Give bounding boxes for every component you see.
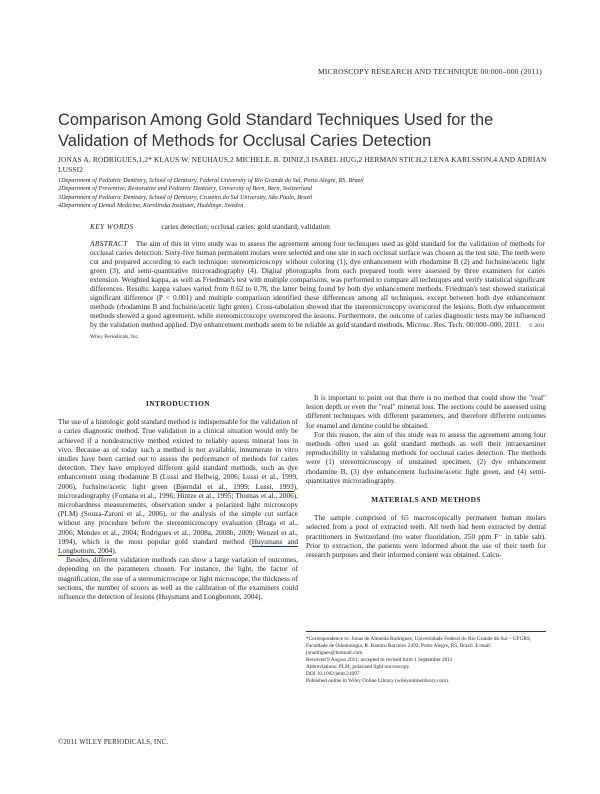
intro-paragraph-2: Besides, different validation methods can show a large variation of outcomes, depending on the parameters chosen. For instance, the light, the factor of magnification, the use of a stereomicroscope or light microscope, the thickness of sections, the number of scores as well as the calibration of the examiners could influence the detection of lesions (Huysmans and Longbottom, 2004). bbox=[58, 555, 298, 602]
keywords-block bbox=[90, 222, 550, 231]
abstract-copyright: © 2011 Wiley Periodicals, Inc. bbox=[90, 323, 545, 341]
affiliations bbox=[58, 177, 558, 210]
keywords-text: caries detection; occlusal caries; gold standard; validation bbox=[161, 222, 330, 231]
right-paragraph-1: It is important to point out that there is no method that could show the "real" lesion depth or even the "real" mineral loss. The sections could be assessed using different techniques with different parameters, and therefore different outcomes for enamel and dentine could be obtained. bbox=[306, 393, 546, 430]
keywords-label: KEY WORDS bbox=[90, 222, 134, 231]
methods-paragraph-1: The sample comprised of 65 macroscopically permanent human molars selected from a pool of extracted teeth. All teeth had been extracted by dental practitioners in Switzerland (no water fluoridation, 250 ppm F⁻ in table salt). Prior to extraction, the patients were informed about the use of their teeth for research purposes and their informed consent was obtained. Calcu- bbox=[306, 513, 546, 560]
citation-link-bjorndal[interactable]: Bjørndal et al., 1999; Lussi, 1993 bbox=[175, 481, 294, 491]
abstract-text: The aim of this in vitro study was to assess the agreement among four techniques used as gold standard for the validation of methods for occlusal caries detection. Sixty-five human permanent molars were selected and one site in each occlusal surface was chosen as the test site. The teeth were cut and prepared according to each technique: stereomicroscopy without coloring (1), dye enhancement with rhodamine B (2) and fuchsine/acetic light green (3), and semi-quantitative microradiography (4). Digital photographs from each prepared tooth were assessed by three examiners for caries extension. Weighted kappa, as well as Friedman's test with multiple comparisons, was performed to compare all techniques and verify statistical significant differences. Results: kappa values varied from 0.62 to 0.78, the latter being found by both dye enhancement methods. Friedman's test showed statistical significant difference (P < 0.001) and multiple comparison identified these differences among all techniques, except between both dye enhancement methods (rhodamine B and fuchsine/acetic light green). Cross-tabulation showed that the stereomicroscopy overscored the lesions. Both dye enhancement methods showed a good agreement, while stereomicroscopy overscored the lesions. Furthermore, the outcome of caries diagnostic tests may be influenced by the validation method applied. Dye enhancement methods seem to be reliable as gold standard methods. Microsc. Res. Tech. 00:000–000, 2011. bbox=[90, 239, 545, 330]
footnote-received: Received 9 August 2011; accepted in revised form 1 September 2011 bbox=[306, 657, 453, 663]
abstract-block bbox=[90, 239, 545, 343]
footnote-doi: DOI 10.1002/jemt.21097 bbox=[306, 671, 360, 677]
affiliation-1: 1Department of Pediatric Dentistry, School of Dentistry, Federal University of Rio Grande do Sul, Porto Alegre, RS, Brazil bbox=[58, 177, 364, 184]
abstract-label: ABSTRACT bbox=[90, 239, 128, 248]
affiliation-3: 3Department of Pediatric Dentistry, School of Dentistry, Cruzeiro do Sul University, São Paulo, Brazil bbox=[58, 193, 313, 201]
footnote-correspondence: *Correspondence to: Jonas de Almeida Rodrigues; Universidade Federal do Rio Grande do Sul – UFGRS, Faculdade de Odontologia, R. Ramiro Barcelos 2492, Porto Alegre, RS, Brazil. E-mail: jonadrigues@hotmail.com bbox=[306, 636, 532, 656]
footnote-abbreviations: Abbreviations: PLM, polarized light microscopy. bbox=[306, 664, 411, 670]
right-column bbox=[306, 393, 546, 559]
affiliation-2: 2Department of Preventive, Restorative and Pediatric Dentistry, University of Bern, Bern, Switzerland bbox=[58, 185, 312, 193]
footnote-published: Published online in Wiley Online Library (wileyonlinelibrary.com). bbox=[306, 678, 450, 684]
affiliation-4: 4Department of Dental Medicine, Karolinska Institutet, Huddinge, Sweden bbox=[58, 201, 244, 209]
footnotes bbox=[306, 631, 546, 685]
intro-text-a: The use of a histologic gold standard method is indispensable for the validation of a caries diagnostic method. True validation in a clinical situation would only be achieved if a nondestructive method existed to reliably assess mineral loss in vivo. Because as of today such a method is not available, innumerate in vitro studies have been carried out to assess the performance of methods for caries detection. They have employed different gold standard methods, such as dye enhancement using rhodamine B (Lussi and Hellwig, 2006; Lussi et al., 1999, 2006), fuchsine/acetic light green ( bbox=[58, 417, 298, 491]
intro-paragraph-1 bbox=[58, 417, 298, 555]
intro-text-c: ). bbox=[112, 546, 117, 556]
left-column bbox=[58, 393, 298, 601]
citation-link-huysmans[interactable]: Huysmans and Longbottom, 2004 bbox=[58, 536, 299, 556]
paper-title: Comparison Among Gold Standard Techniques Used for the Validation of Methods for Occlusal Caries Detection bbox=[58, 111, 494, 150]
introduction-heading: INTRODUCTION bbox=[146, 399, 210, 408]
journal-header: MICROSCOPY RESEARCH AND TECHNIQUE 00:000–000 (2011) bbox=[317, 67, 542, 76]
right-paragraph-2: For this reason, the aim of this study was to assess the agreement among four methods often used as gold standard methods as well their intraexaminer reproducibility in validating methods for occlusal caries detection. The methods were (1) stereomicroscopy of unstained specimen, (2) dye enhancement rhodamine B, (3) dye enhancement fuchsine/acetic light green, and (4) semi-quantitative microradiography. bbox=[306, 429, 546, 485]
author-list: JONAS A. RODRIGUES,1,2* KLAUS W. NEUHAUS,2 MICHELE. B. DINIZ,3 ISABEL HUG,2 HERMAN STICH,2 LENA KARLSSON,4 AND ADRIAN LUSSI2 bbox=[58, 155, 547, 174]
page-footer: ©2011 WILEY PERIODICALS, INC. bbox=[58, 739, 169, 746]
intro-text-b: ), microradiography (Fontana et al., 1996; Hintze et al., 1995; Thomas et al., 2006), microhardness measurements, observation under a polarized light microscopy (PLM) (Souza-Zaroni et al., 2006), or the analysis of the simple cut surface without any procedure before the stereomicroscopy evaluation (Braga et al., 2006; Mendes et al., 2004; Rodrigues et al., 2008a, 2008b, 2009; Wenzel et al., 1994), which is the most popular gold standard method ( bbox=[58, 481, 298, 546]
methods-heading: MATERIALS AND METHODS bbox=[371, 495, 481, 505]
